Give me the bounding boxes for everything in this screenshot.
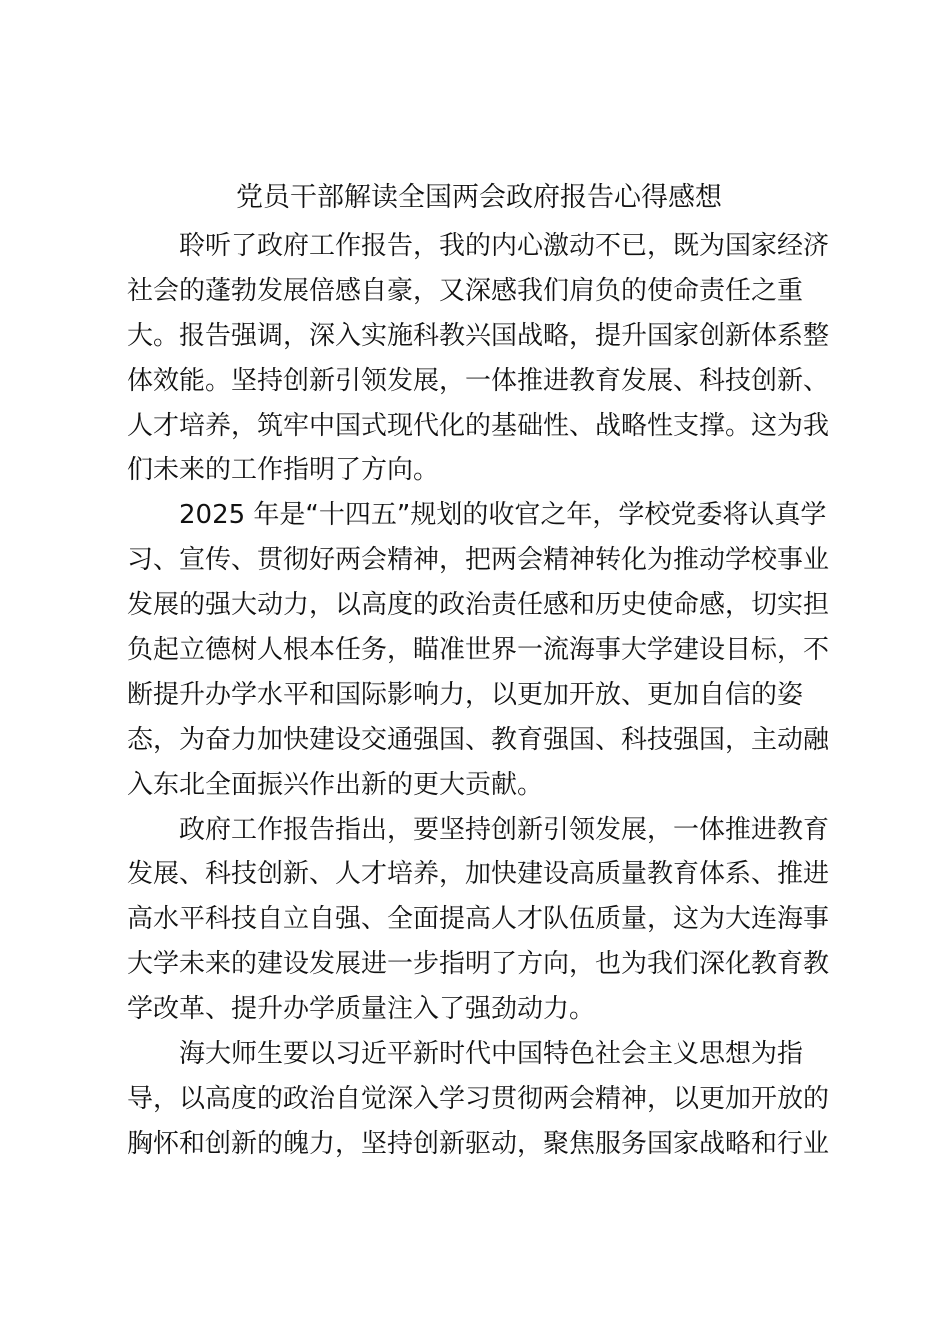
paragraph-line: 断提升办学水平和国际影响力，以更加开放、更加自信的姿 [127, 679, 804, 710]
paragraph-line: 发展的强大动力，以高度的政治责任感和历史使命感，切实担 [127, 590, 830, 621]
paragraph-line: 大学未来的建设发展进一步指明了方向，也为我们深化教育教 [127, 949, 830, 980]
paragraph-line: 习、宣传、贯彻好两会精神，把两会精神转化为推动学校事业 [127, 545, 830, 576]
paragraph-line: 态，为奋力加快建设交通强国、教育强国、科技强国，主动融 [127, 724, 830, 755]
paragraph-line: 负起立德树人根本任务，瞄准世界一流海事大学建设目标，不 [127, 635, 830, 666]
paragraph-line: 高水平科技自立自强、全面提高人才队伍质量，这为大连海事 [127, 904, 830, 935]
paragraph-line: 政府工作报告指出，要坚持创新引领发展，一体推进教育 [179, 814, 830, 845]
document-body [127, 224, 830, 1167]
paragraph-line: 体效能。坚持创新引领发展，一体推进教育发展、科技创新、 [127, 365, 830, 396]
paragraph-line: 入东北全面振兴作出新的更大贡献。 [127, 769, 544, 800]
paragraph-line: 们未来的工作指明了方向。 [127, 455, 440, 486]
paragraph-line: 学改革、提升办学质量注入了强劲动力。 [127, 994, 596, 1025]
paragraph-line: 胸怀和创新的魄力，坚持创新驱动，聚焦服务国家战略和行业 [127, 1128, 830, 1159]
paragraph-line: 聆听了政府工作报告，我的内心激动不已，既为国家经济 [179, 231, 830, 261]
paragraph-line: 导，以高度的政治自觉深入学习贯彻两会精神，以更加开放的 [127, 1083, 830, 1114]
paragraph-line: 人才培养，筑牢中国式现代化的基础性、战略性支撑。这为我 [127, 410, 830, 441]
paragraph-line: 海大师生要以习近平新时代中国特色社会主义思想为指 [179, 1039, 804, 1070]
paragraph-line: 发展、科技创新、人才培养，加快建设高质量教育体系、推进 [127, 859, 830, 890]
paragraph-line: 社会的蓬勃发展倍感自豪，又深感我们肩负的使命责任之重 [127, 275, 804, 306]
paragraph-line: 大。报告强调，深入实施科教兴国战略，提升国家创新体系整 [127, 320, 830, 351]
document-title: 党员干部解读全国两会政府报告心得感想 [236, 182, 722, 213]
paragraph-line: 2025 年是“十四五”规划的收官之年，学校党委将认真学 [179, 500, 827, 531]
